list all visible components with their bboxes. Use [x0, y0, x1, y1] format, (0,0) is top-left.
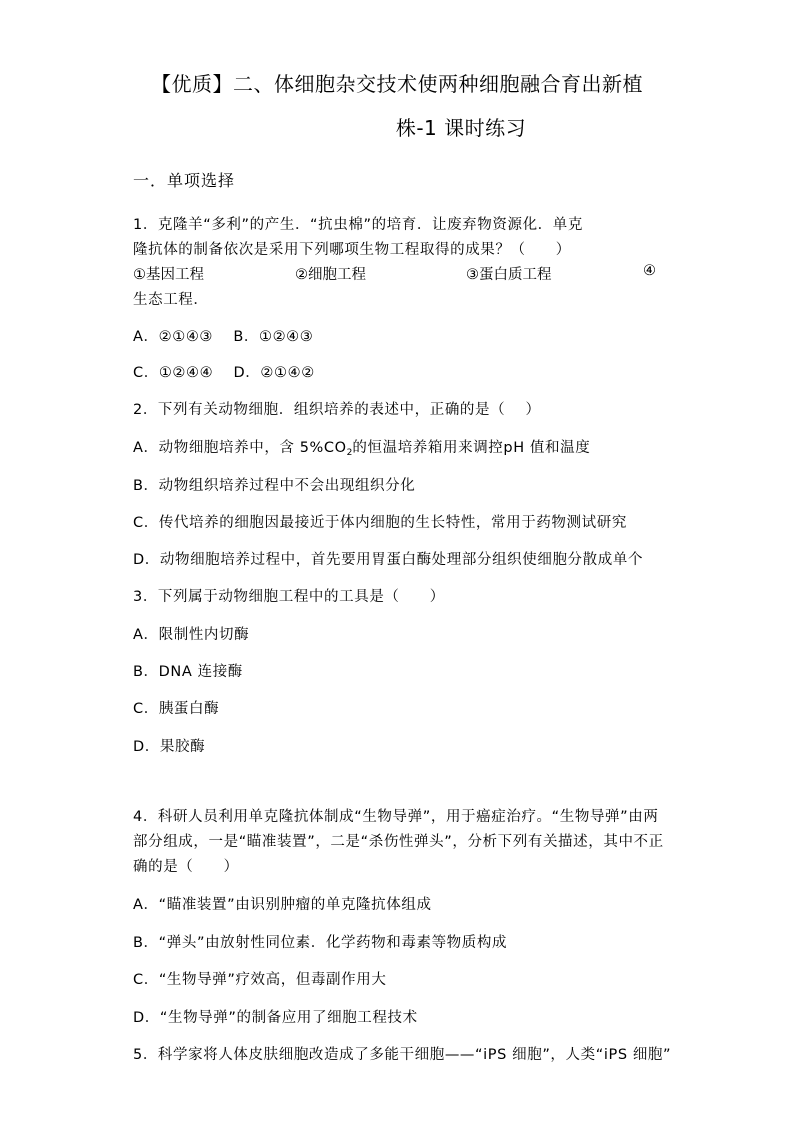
co2-subscript: 2: [346, 448, 353, 458]
document-title-line-1: 【优质】二、体细胞杂交技术使两种细胞融合育出新植: [151, 72, 643, 96]
title-line-2-text: 株-1 课时练习: [395, 116, 527, 140]
q4-option-c: C．“生物导弹”疗效高，但毒副作用大: [133, 972, 387, 988]
q1-option-4-text: 生态工程．: [133, 292, 209, 308]
q3-option-b: B．DNA 连接酶: [133, 664, 243, 680]
q4-option-d: D．“生物导弹”的制备应用了细胞工程技术: [133, 1010, 418, 1026]
q3-option-a: A．限制性内切酶: [133, 627, 250, 643]
q1-stem-line-2: 隆抗体的制备依次是采用下列哪项生物工程取得的成果？（ ）: [133, 242, 571, 258]
q4-option-b: B．“弹头”由放射性同位素．化学药物和毒素等物质构成: [133, 935, 508, 951]
q4-stem-line-3: 确的是（ ）: [133, 859, 239, 875]
q3-stem: 3．下列属于动物细胞工程中的工具是（ ）: [133, 589, 445, 605]
document-title-line-2: [0, 112, 794, 141]
q2-option-b: B．动物组织培养过程中不会出现组织分化: [133, 478, 416, 494]
q3-option-c: C．胰蛋白酶: [133, 701, 220, 717]
q1-stem-line-1: 1．克隆羊“多利”的产生．“抗虫棉”的培育．让废弃物资源化．单克: [133, 217, 583, 233]
q4-stem-line-2: 部分组成，一是“瞄准装置”，二是“杀伤性弹头”，分析下列有关描述，其中不正: [133, 834, 664, 850]
q1-choices-ab: A．②①④③ B．①②④③: [133, 329, 314, 345]
q4-option-a: A．“瞄准装置”由识别肿瘤的单克隆抗体组成: [133, 897, 432, 913]
q1-option-4-marker: ④: [643, 263, 656, 279]
q1-choices-cd: C．①②④④ D．②①④②: [133, 365, 315, 381]
q4-stem-line-1: 4．科研人员利用单克隆抗体制成“生物导弹”，用于癌症治疗。“生物导弹”由两: [133, 809, 659, 825]
q2-stem: 2．下列有关动物细胞．组织培养的表述中，正确的是（ ）: [133, 402, 541, 418]
q2-option-a-text: A．动物细胞培养中，含 5%CO: [133, 440, 347, 456]
q3-option-d: D．果胶酶: [133, 739, 206, 755]
q2-option-a-text-end: 的恒温培养箱用来调控pH 值和温度: [352, 440, 591, 456]
q2-option-d: D．动物细胞培养过程中，首先要用胃蛋白酶处理部分组织使细胞分散成单个: [133, 552, 644, 568]
q1-option-2: ②细胞工程: [295, 267, 366, 283]
q2-option-c: C．传代培养的细胞因最接近于体内细胞的生长特性，常用于药物测试研究: [133, 515, 627, 531]
q5-stem-line-1: 5．科学家将人体皮肤细胞改造成了多能干细胞——“iPS 细胞”，人类“iPS 细胞”: [133, 1047, 672, 1063]
q1-option-3: ③蛋白质工程: [466, 267, 552, 283]
q2-option-a: [133, 436, 590, 458]
section-heading: 一．单项选择: [133, 171, 236, 190]
q1-option-1: ①基因工程: [133, 267, 204, 283]
